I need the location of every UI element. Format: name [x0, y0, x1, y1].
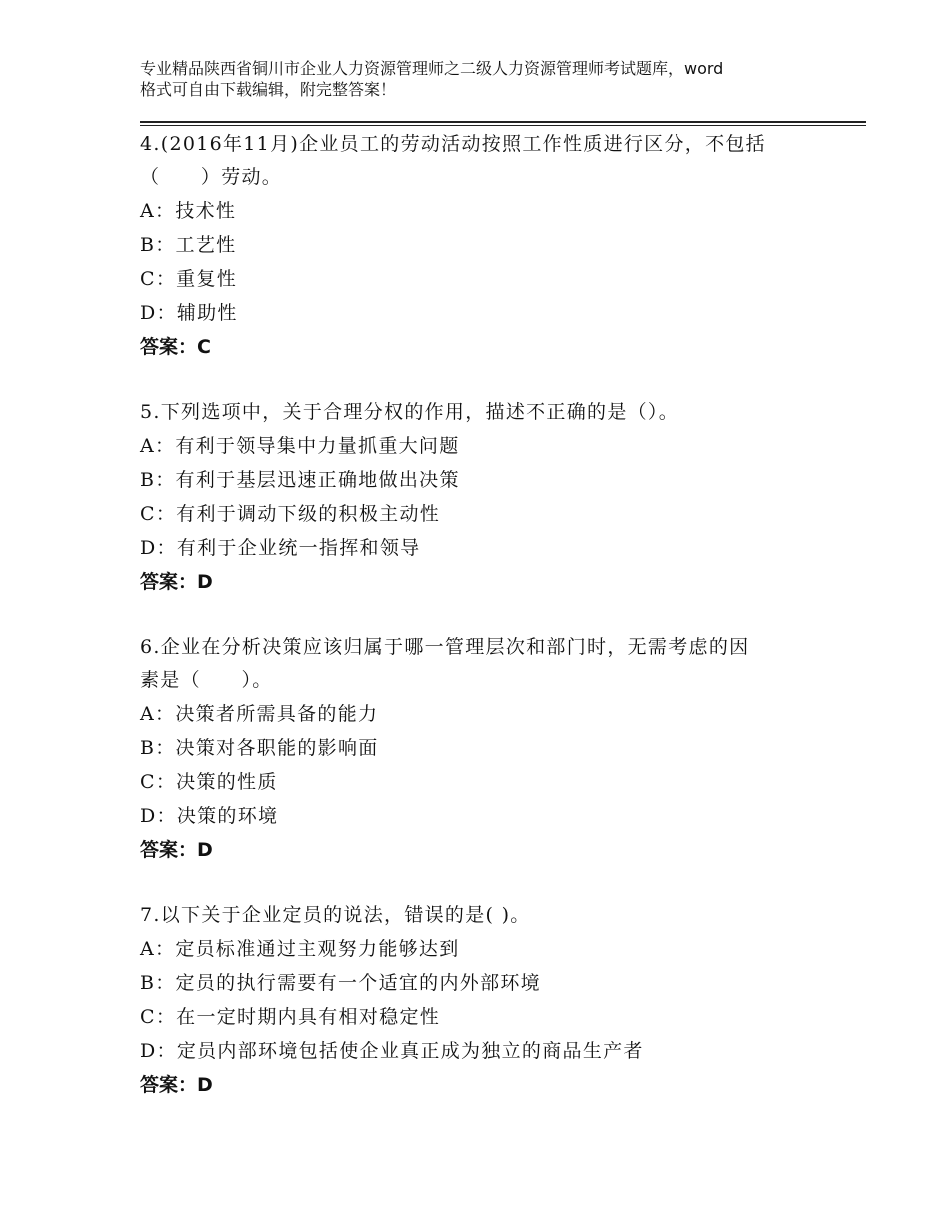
option-b: B：工艺性	[140, 234, 237, 256]
question-stem: 4.(2016年11月)企业员工的劳动活动按照工作性质进行区分，不包括	[140, 133, 766, 155]
answer-line: 答案：D	[140, 839, 213, 861]
question-stem: 7.以下关于企业定员的说法，错误的是( )。	[140, 904, 531, 926]
answer-line: 答案：C	[140, 336, 211, 358]
question-list	[140, 128, 830, 1134]
option-a: A：定员标准通过主观努力能够达到	[140, 938, 460, 960]
option-d: D：定员内部环境包括使企业真正成为独立的商品生产者	[140, 1040, 644, 1062]
option-a: A：技术性	[140, 200, 237, 222]
answer-line: 答案：D	[140, 1074, 213, 1096]
question-6	[140, 631, 830, 867]
question-5	[140, 396, 830, 599]
option-d: D：决策的环境	[140, 805, 279, 827]
option-c: C：决策的性质	[140, 771, 278, 793]
question-stem: 6.企业在分析决策应该归属于哪一管理层次和部门时，无需考虑的因	[140, 636, 750, 658]
option-b: B：定员的执行需要有一个适宜的内外部环境	[140, 972, 541, 994]
question-stem: 5.下列选项中，关于合理分权的作用，描述不正确的是（）。	[140, 401, 680, 423]
option-c: C：有利于调动下级的积极主动性	[140, 503, 441, 525]
option-c: C：重复性	[140, 268, 238, 290]
option-d: D：有利于企业统一指挥和领导	[140, 537, 421, 559]
document-header	[140, 58, 840, 100]
question-4	[140, 128, 830, 364]
option-a: A：有利于领导集中力量抓重大问题	[140, 435, 460, 457]
option-d: D：辅助性	[140, 302, 238, 324]
option-b: B：有利于基层迅速正确地做出决策	[140, 469, 460, 491]
question-stem-cont: 素是（ ）。	[140, 669, 273, 691]
question-stem-cont: （ ）劳动。	[140, 166, 283, 188]
question-7	[140, 899, 830, 1102]
header-divider-thin	[140, 125, 866, 126]
header-line-2: 格式可自由下载编辑，附完整答案！	[140, 80, 397, 99]
option-a: A：决策者所需具备的能力	[140, 703, 379, 725]
option-c: C：在一定时期内具有相对稳定性	[140, 1006, 441, 1028]
option-b: B：决策对各职能的影响面	[140, 737, 379, 759]
header-line-1: 专业精品陕西省铜川市企业人力资源管理师之二级人力资源管理师考试题库，word	[140, 59, 724, 78]
header-divider-thick	[140, 121, 866, 123]
answer-line: 答案：D	[140, 571, 213, 593]
